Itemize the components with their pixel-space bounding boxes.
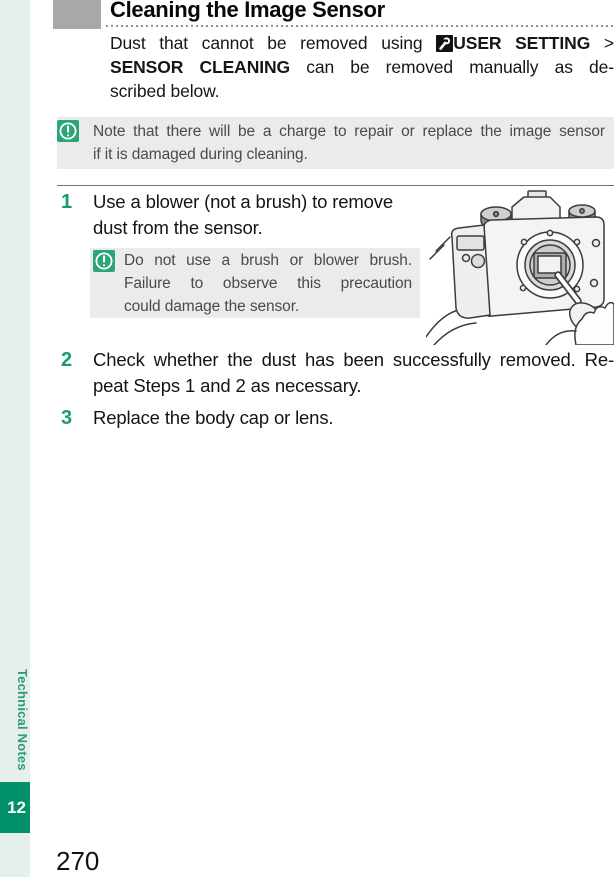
intro-line-1 — [110, 31, 614, 55]
exclamation-circle-icon — [93, 250, 115, 272]
step-3-number: 3 — [61, 407, 73, 429]
wrench-icon — [436, 35, 453, 52]
step-3-line-1: Replace the body cap or lens. — [93, 407, 334, 428]
intro-line-2 — [110, 55, 614, 79]
menu-separator: > — [603, 33, 614, 53]
caution-text — [124, 249, 412, 318]
caution-box — [90, 248, 420, 318]
step-1-text — [93, 189, 429, 240]
step-2-line-2: peat Steps 1 and 2 as necessary. — [93, 374, 362, 396]
step-3-text — [93, 405, 614, 431]
exclamation-circle-icon — [57, 120, 79, 142]
step-1-line-1: Use a blower (not a brush) to remove — [93, 191, 393, 212]
note-text — [93, 120, 605, 166]
step-2-line-1: Check whether the dust has been successfully removed. Re- — [93, 349, 614, 370]
menu-path-user-setting: USER SETTING — [453, 33, 591, 53]
note-box — [57, 117, 614, 169]
intro-text: Dust that cannot be removed using — [110, 33, 423, 53]
note-line-2: if it is damaged during cleaning. — [93, 146, 308, 163]
chapter-tab-label: Technical Notes — [15, 669, 30, 771]
note-line-1: Note that there will be a charge to repair or replace the image sensor — [93, 123, 605, 140]
caution-line-2: Failure to observe this precaution — [124, 275, 412, 292]
step-1-line-2: dust from the sensor. — [93, 216, 263, 238]
step-2-text — [93, 347, 614, 398]
chapter-number-badge: 12 — [0, 782, 30, 833]
step-1-number: 1 — [61, 191, 73, 213]
page-title: Cleaning the Image Sensor — [110, 0, 385, 22]
menu-path-sensor-cleaning: SENSOR CLEANING — [110, 57, 291, 77]
intro-paragraph — [110, 31, 614, 103]
caution-line-3: could damage the sensor. — [124, 298, 300, 315]
caution-line-1: Do not use a brush or blower brush. — [124, 252, 412, 269]
title-dotted-rule — [106, 25, 614, 28]
steps-divider — [57, 185, 614, 186]
page-number: 270 — [56, 846, 100, 876]
camera-sensor-cleaning-illustration — [426, 187, 614, 345]
section-title-box — [53, 0, 101, 29]
step-2-number: 2 — [61, 349, 73, 371]
lens-mount — [517, 230, 583, 298]
intro-line-3: scribed below. — [110, 81, 220, 101]
intro-text: can be removed manually as de- — [306, 57, 614, 77]
